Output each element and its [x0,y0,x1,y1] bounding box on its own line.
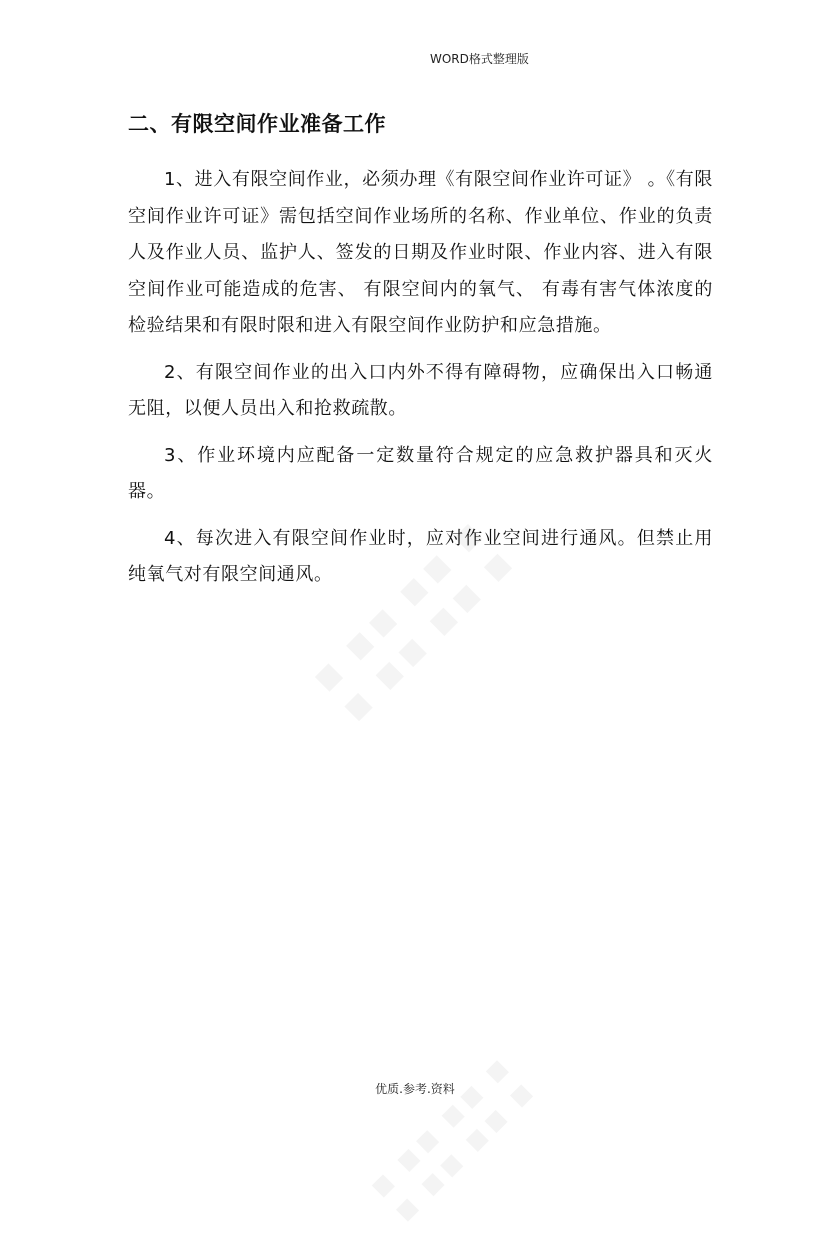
paragraph-1: 1、进入有限空间作业，必须办理《有限空间作业许可证》 。《有限空间作业许可证》需包括空间作业场所的名称、作业单位、作业的负责人及作业人员、监护人、签发的日期及作业时限、作业内容、进入有限空间作业可能造成的危害、 有限空间内的氧气、 有毒有害气体浓度的检验结果和有限时限和进入有限空间作业防护和应急措施。 [128,169,713,336]
section-title: 二、有限空间作业准备工作 [128,112,386,136]
paragraph-3: 3、作业环境内应配备一定数量符合规定的应急救护器具和灭火器。 [128,444,713,502]
paragraph-4: 4、每次进入有限空间作业时，应对作业空间进行通风。但禁止用纯氧气对有限空间通风。 [128,527,713,585]
page-footer: 优质.参考.资料 [375,1082,455,1096]
page-header: WORD格式整理版 [430,52,529,66]
paragraph-2: 2、有限空间作业的出入口内外不得有障碍物，应确保出入口畅通无阻，以便人员出入和抢救疏散。 [128,361,713,419]
watermark-logo-bottom [350,1039,557,1246]
document-body [128,162,713,604]
